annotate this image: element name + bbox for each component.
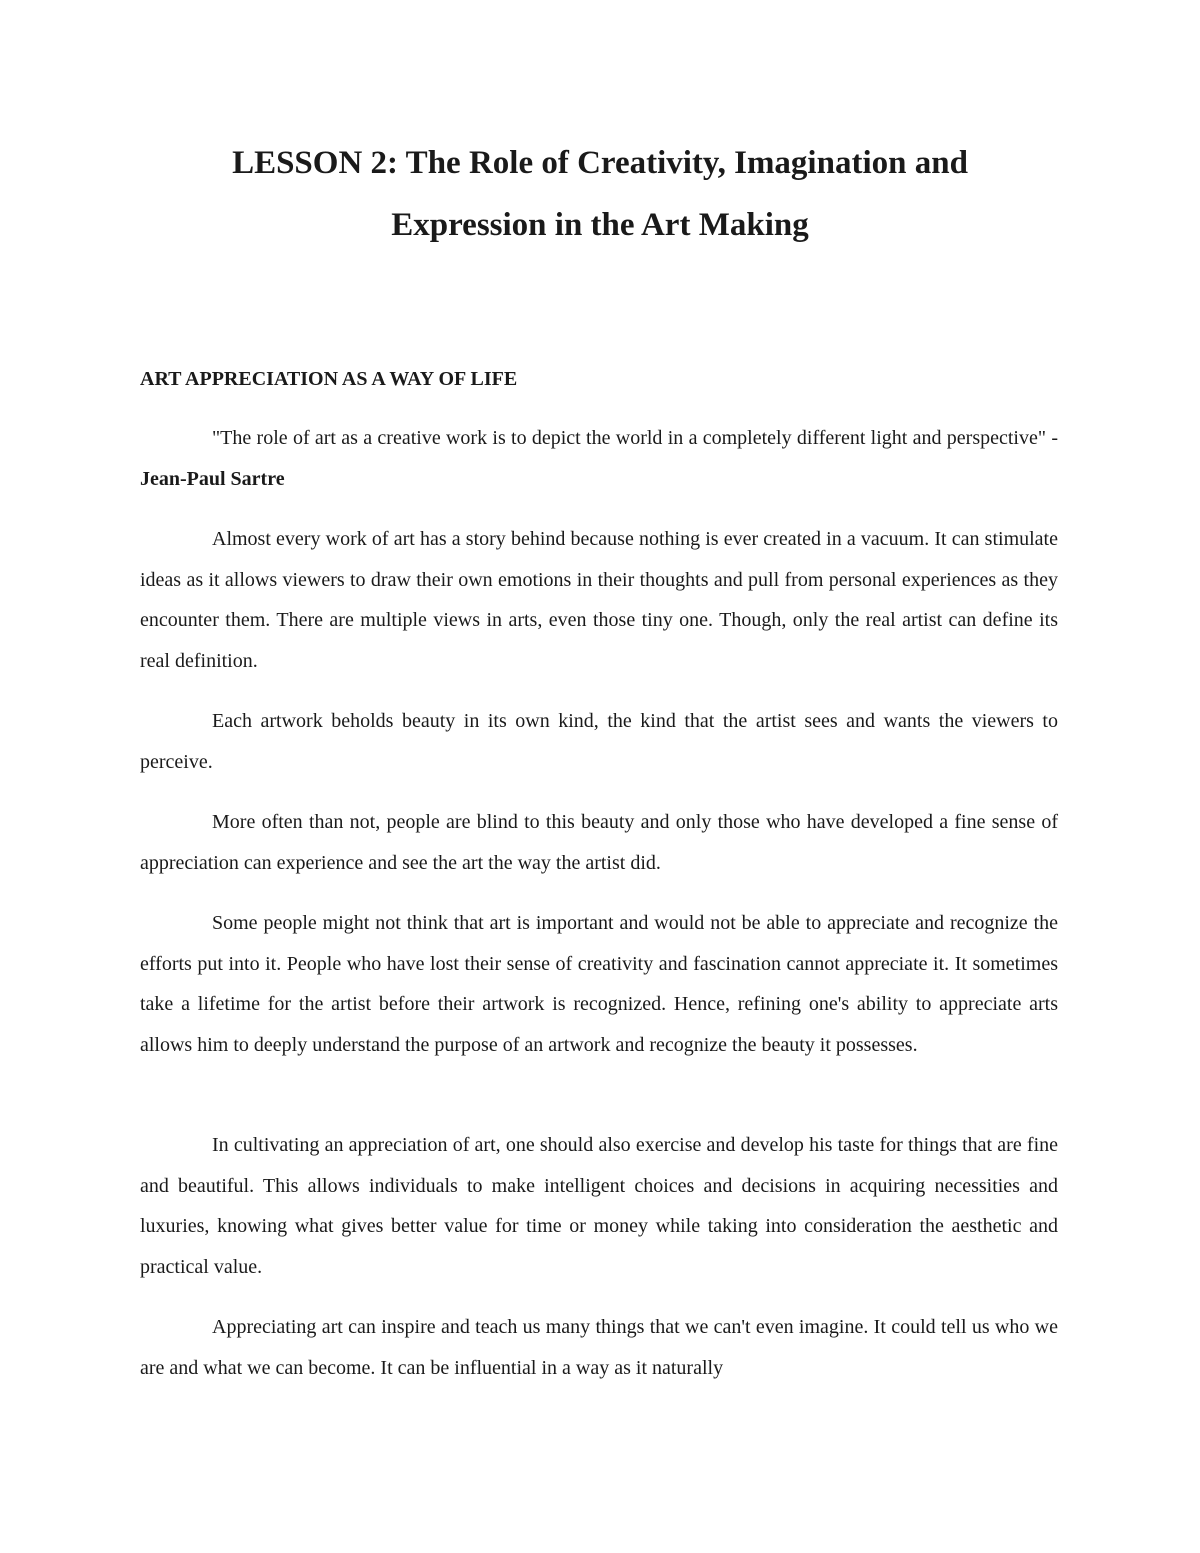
title-line-1: LESSON 2: The Role of Creativity, Imagination and xyxy=(232,145,968,181)
body-paragraph-5: In cultivating an appreciation of art, one should also exercise and develop his taste for things that are fine and beautiful. This allows individuals to make intelligent choices and decisions in acquiring necessities and luxuries, knowing what gives better value for time or money while taking into consideration the aesthetic and practical value. xyxy=(140,1134,1058,1278)
quote-author: Jean-Paul Sartre xyxy=(140,467,285,490)
quote-paragraph xyxy=(140,418,1058,499)
lesson-title xyxy=(140,132,1060,256)
body-paragraph-4: Some people might not think that art is important and would not be able to appreciate and recognize the efforts put into it. People who have lost their sense of creativity and fascination cannot appreciate it. It sometimes take a lifetime for the artist before their artwork is recognized. Hence, refining one's ability to appreciate arts allows him to deeply understand the purpose of an artwork and recognize the beauty it possesses. xyxy=(140,912,1058,1056)
body-paragraph-3: More often than not, people are blind to this beauty and only those who have developed a fine sense of appreciation can experience and see the art the way the artist did. xyxy=(140,811,1058,874)
body-paragraph-6: Appreciating art can inspire and teach us many things that we can't even imagine. It could tell us who we are and what we can become. It can be influential in a way as it naturally xyxy=(140,1316,1058,1379)
title-line-2: Expression in the Art Making xyxy=(391,207,809,243)
section-heading: ART APPRECIATION AS A WAY OF LIFE xyxy=(140,368,518,390)
body-paragraph-2: Each artwork beholds beauty in its own kind, the kind that the artist sees and wants the viewers to perceive. xyxy=(140,710,1058,773)
quote-text: "The role of art as a creative work is to depict the world in a completely different light and perspective" - xyxy=(212,427,1058,449)
body-paragraph-1: Almost every work of art has a story behind because nothing is ever created in a vacuum. It can stimulate ideas as it allows viewers to draw their own emotions in their thoughts and pull from personal experiences as they encounter them. There are multiple views in arts, even those tiny one. Though, only the real artist can define its real definition. xyxy=(140,528,1058,672)
